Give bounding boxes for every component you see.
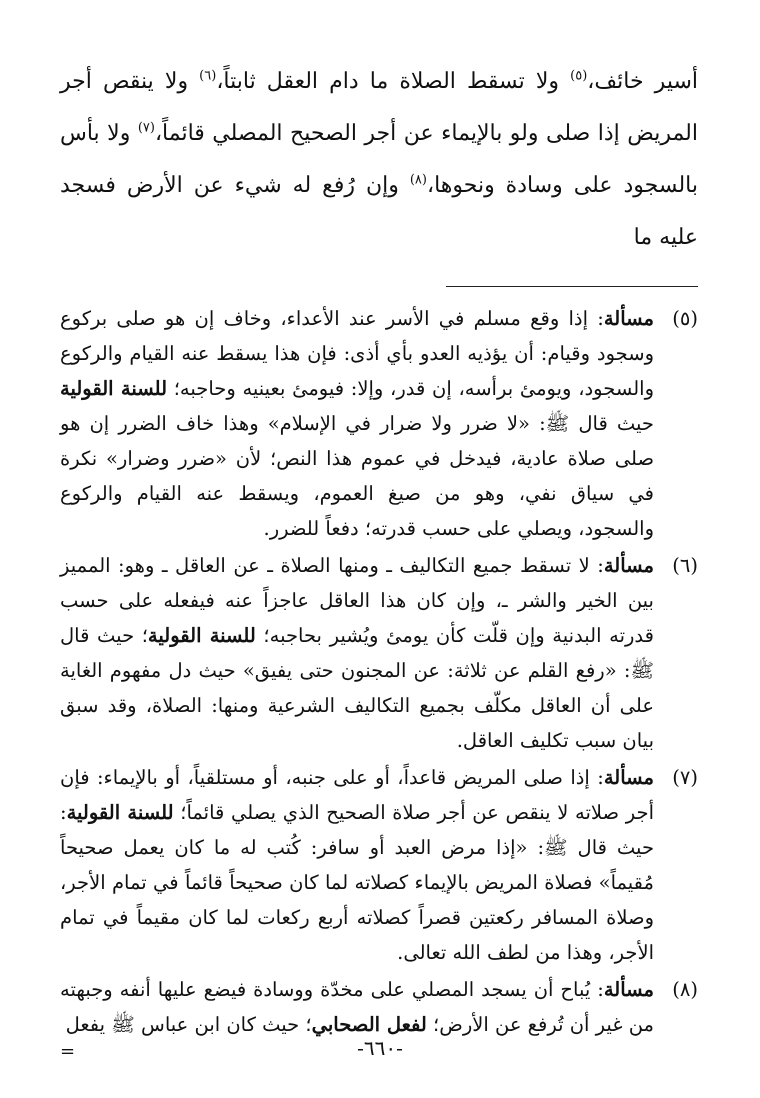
text-segment: ولا تسقط الصلاة ما دام العقل ثابتاً،	[216, 69, 571, 94]
issue-label: مسألة	[603, 554, 654, 577]
footnote-text: : إذا وقع مسلم في الأسر عند الأعداء، وخاف إن هو صلى بركوع وسجود وقيام: أن يؤذيه العدو بأي أذى: فإن هذا يسقط عنه القيام والركوع والسجود، ويومئ برأسه، إن قدر، وإلا: فيومئ بعينيه وحاجبه؛	[60, 307, 655, 400]
footnote-number: (٧)	[672, 766, 698, 789]
footnote-5	[60, 301, 698, 546]
footnote-separator	[446, 286, 698, 287]
issue-label: مسألة	[603, 307, 654, 330]
evidence-label: لفعل الصحابي	[311, 1013, 427, 1036]
continuation-mark: =	[60, 1041, 76, 1062]
text-segment: وإن رُفع له شيء عن الأرض فسجد عليه ما	[60, 173, 698, 250]
footnote-ref: (٥)	[570, 68, 588, 84]
footnote-text: : يُباح أن يسجد المصلي على مخدّة ووسادة فيضع عليها أنفه وجبهته من غير أن تُرفع عن الأرض؛	[60, 978, 654, 1036]
text-segment: أسير خائف،	[587, 69, 699, 94]
issue-label: مسألة	[603, 766, 654, 789]
footnote-text: : حيث قال ﷺ: «إذا مرض العبد أو سافر: كُتب له ما كان يعمل صحيحاً مُقيماً» فصلاة المريض بالإيماء كصلاته لما كان صحيحاً قائماً في تمام الأجر، وصلاة المسافر ركعتين قصراً كصلاته أربع ركعات لما كان مقيماً في تمام الأجر، وهذا من لطف الله تعالى.	[60, 801, 654, 964]
main-text	[60, 56, 698, 264]
text-segment: ولا بأس بالسجود على وسادة ونحوها،	[60, 121, 698, 198]
footnote-7	[60, 760, 698, 970]
footnote-ref: (٧)	[137, 120, 155, 136]
footnote-number: (٦)	[672, 554, 698, 577]
issue-label: مسألة	[603, 978, 654, 1001]
footnote-text: : لا تسقط جميع التكاليف ـ ومنها الصلاة ـ عن العاقل ـ وهو: المميز بين الخير والشر ـ، وإن كان هذا العاقل عاجزاً عنه فيفعله على حسب قدرته البدنية وإن قلّت كأن يومئ ويُشير بحاجبه؛	[60, 554, 654, 647]
footnote-ref: (٨)	[409, 172, 427, 188]
footnote-ref: (٦)	[199, 68, 217, 84]
evidence-label: للسنة القولية	[147, 624, 256, 647]
text-segment: ولا ينقص أجر المريض إذا صلى ولو بالإيماء عن أجر الصحيح المصلي قائماً،	[60, 69, 698, 146]
footnote-text: حيث قال ﷺ: «لا ضرر ولا ضرار في الإسلام» وهذا خاف الضرر إن هو صلى صلاة عادية، فيدخل في عموم هذا النص؛ لأن «ضرر وضرار» نكرة في سياق نفي، وهو من صيغ العموم، ويسقط عنه القيام والركوع والسجود، ويصلي على حسب قدرته؛ دفعاً للضرر.	[60, 412, 654, 540]
footnotes	[60, 301, 698, 1062]
footnote-number: (٥)	[672, 307, 698, 330]
main-paragraph	[60, 56, 698, 264]
page-number: -٦٦٠-	[357, 1036, 403, 1060]
footnote-6	[60, 548, 698, 758]
footnote-text: ؛ حيث قال ﷺ: «رفع القلم عن ثلاثة: عن المجنون حتى يفيق» حيث دل مفهوم الغاية على أن العاقل مكلّف بجميع التكاليف الشرعية ومنها: الصلاة، وقد سبق بيان سبب تكليف العاقل.	[60, 624, 654, 752]
evidence-label: للسنة القولية	[60, 377, 168, 400]
footnote-number: (٨)	[672, 978, 698, 1001]
footnote-text: ؛ حيث كان ابن عباس ﷺ يفعل	[65, 1013, 312, 1036]
footnote-text: : إذا صلى المريض قاعداً، أو على جنبه، أو مستلقياً، أو بالإيماء: فإن أجر صلاته لا ينقص عن أجر صلاة الصحيح الذي يصلي قائماً؛	[60, 766, 654, 824]
evidence-label: للسنة القولية	[66, 801, 174, 824]
